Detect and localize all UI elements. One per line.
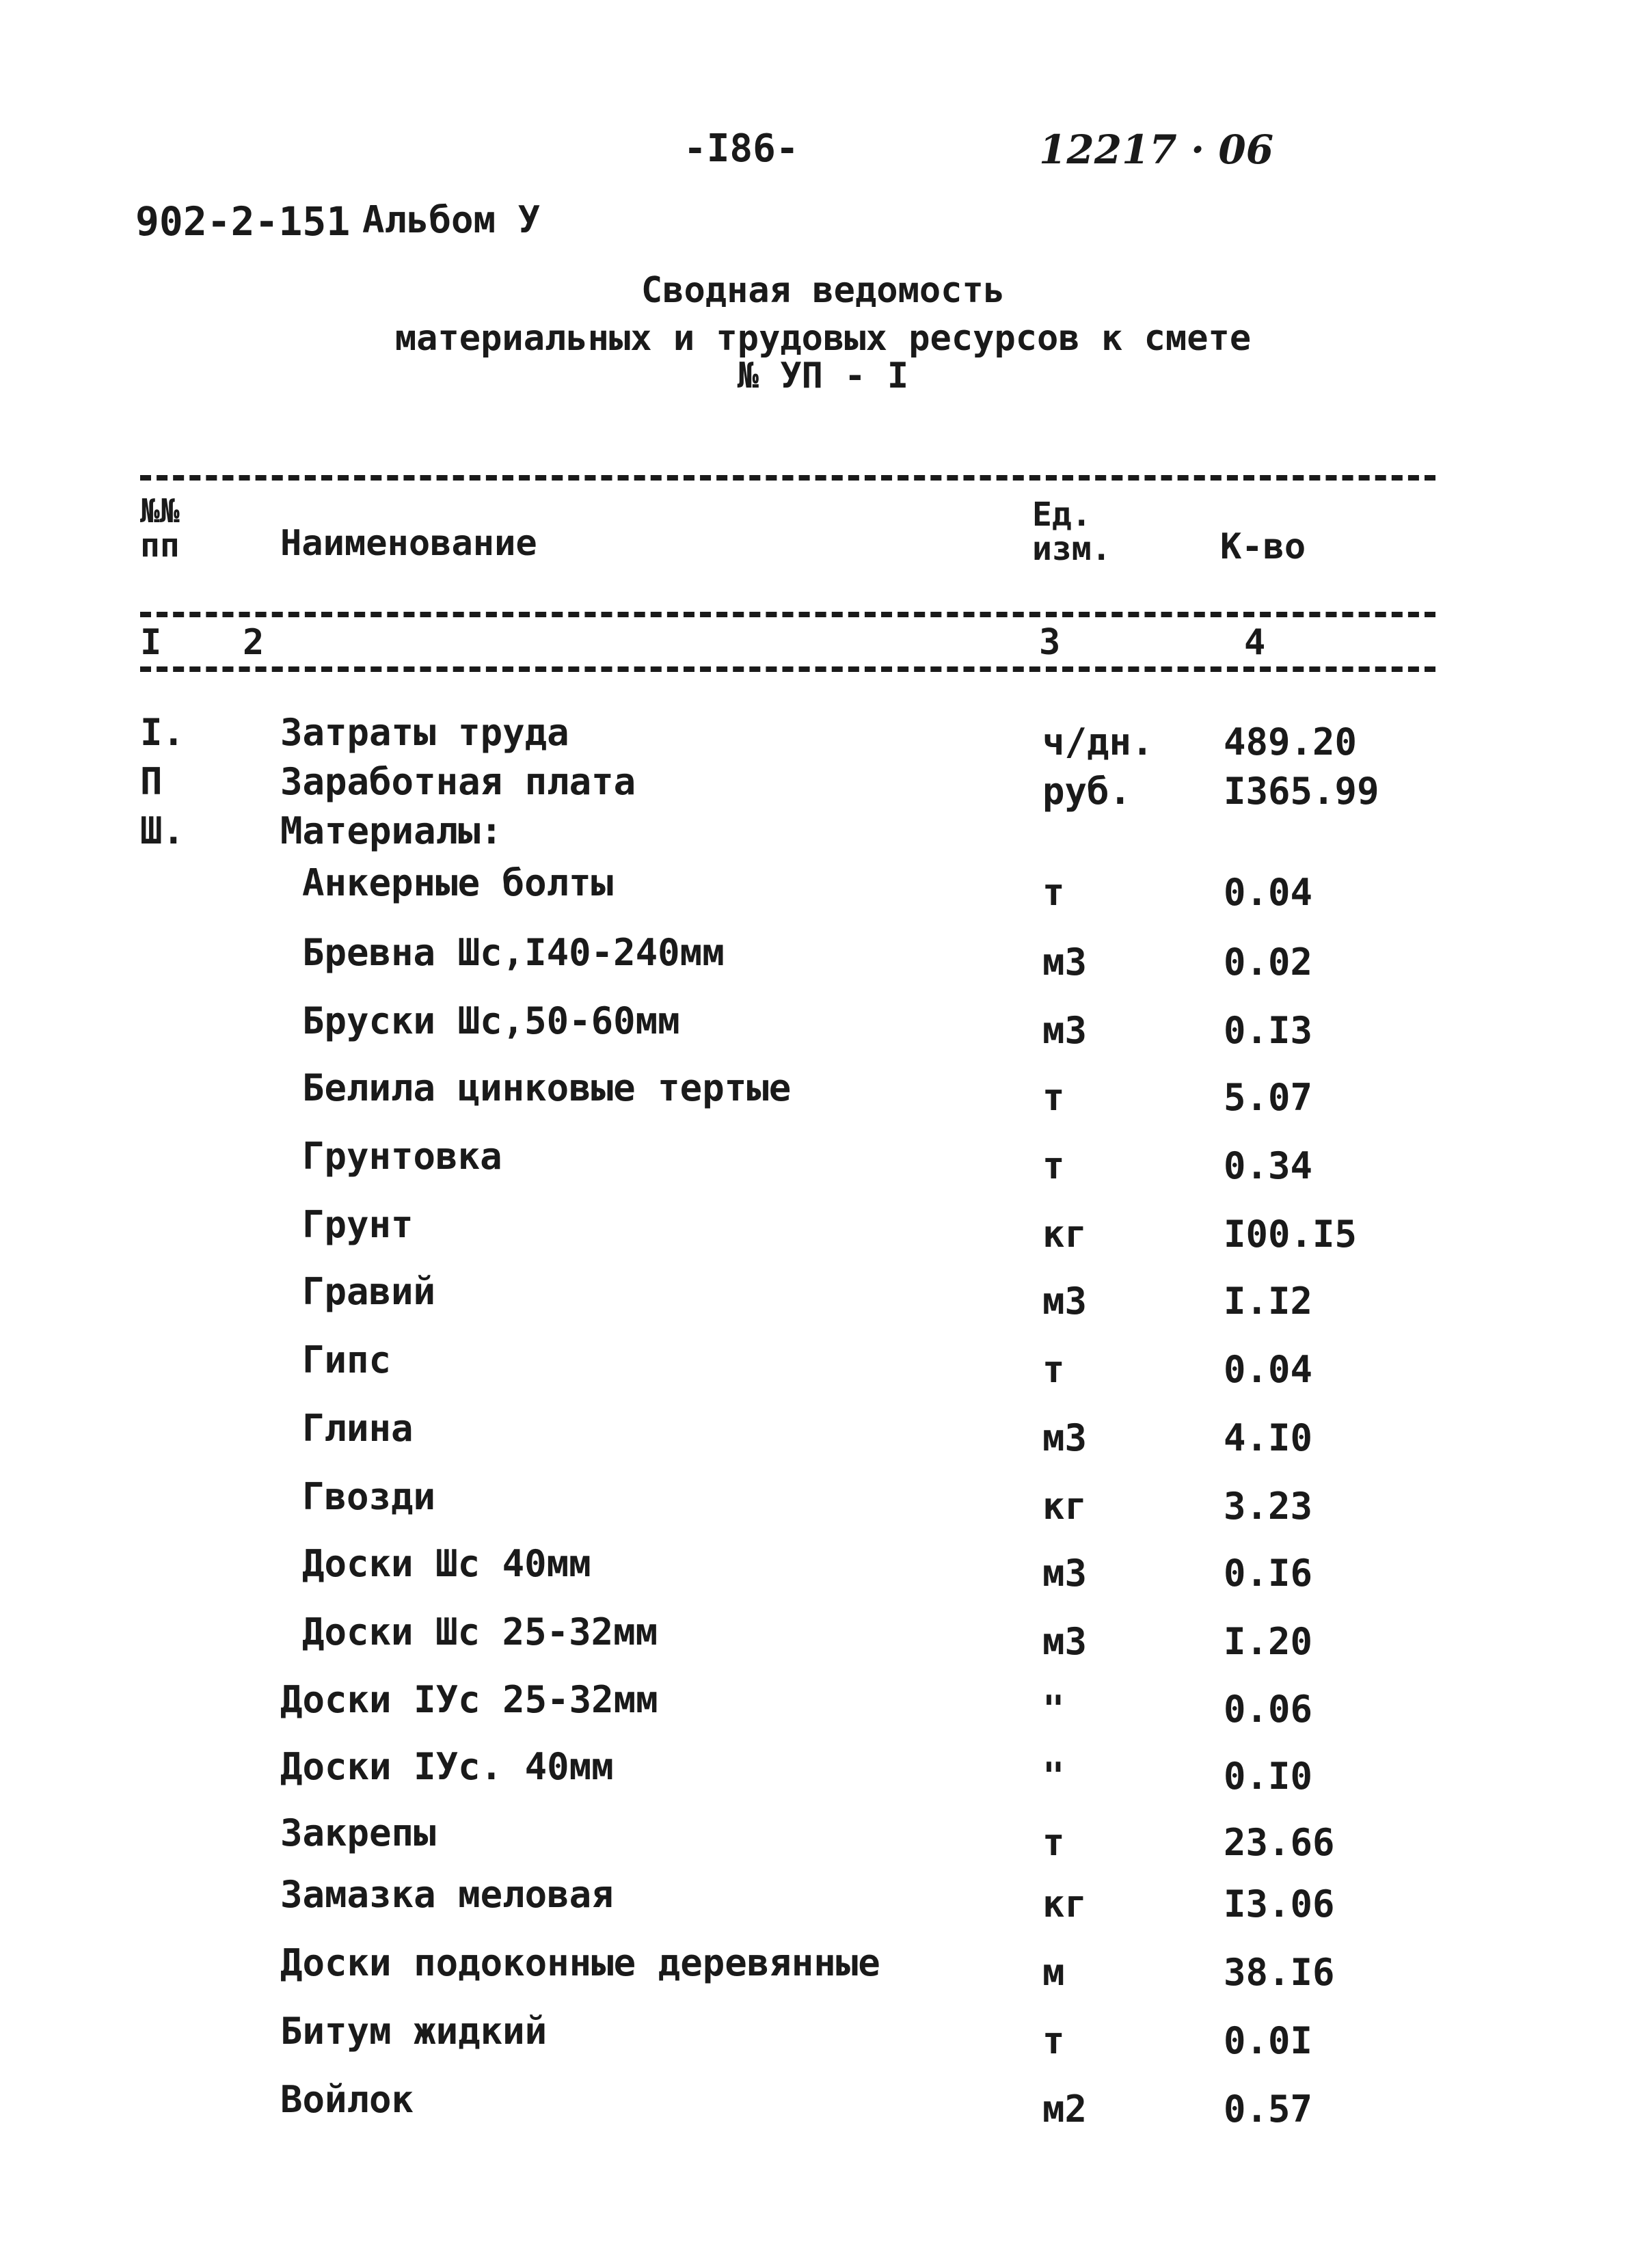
row-unit: т [1042,2019,1065,2062]
row-quantity: 0.34 [1224,1144,1313,1187]
row-quantity: 4.I0 [1224,1416,1313,1459]
row-name: Белила цинковые тертые [302,1066,792,1109]
row-unit: т [1042,871,1065,914]
row-unit: " [1042,1688,1065,1731]
row-quantity: I.20 [1224,1620,1313,1663]
row-name: Бруски Шс,50-60мм [302,999,680,1042]
table-row [0,1678,1646,1733]
header-num-bottom: пп [140,526,180,565]
row-quantity: 0.I6 [1224,1552,1313,1595]
row-unit: м3 [1042,1552,1088,1595]
table-row [0,2078,1646,2133]
row-quantity: 0.57 [1224,2088,1313,2131]
row-quantity: 0.04 [1224,1348,1313,1391]
table-row [0,1475,1646,1530]
row-quantity: I365.99 [1224,770,1379,813]
table-row [0,1407,1646,1461]
col-number-4: 4 [1244,622,1266,663]
row-number: I. [140,711,185,754]
header-name: Наименование [280,523,537,564]
row-unit: кг [1042,1485,1088,1528]
row-unit: м3 [1042,1280,1088,1323]
row-quantity: 5.07 [1224,1076,1313,1119]
row-name: Доски IУс 25-32мм [280,1678,658,1721]
table-row [0,999,1646,1054]
row-quantity: 489.20 [1224,720,1358,764]
row-unit: " [1042,1755,1065,1798]
table-row [0,1270,1646,1325]
doc-code: 902-2-151 [135,198,351,245]
table-row [0,1610,1646,1665]
row-unit: м3 [1042,1620,1088,1663]
row-quantity: 38.I6 [1224,1951,1335,1994]
row-name: Замазка меловая [280,1873,614,1916]
table-row [0,1066,1646,1121]
table-header-rule [140,612,1435,617]
header-qty: К-во [1220,526,1306,567]
table-row [0,1338,1646,1393]
col-number-1: I [140,622,162,663]
row-number: П [140,760,163,803]
doc-title-line1: Сводная ведомость [640,270,1006,311]
table-row [0,1203,1646,1258]
table-row [0,861,1646,916]
row-unit: кг [1042,1213,1088,1256]
row-name: Доски IУс. 40мм [280,1745,614,1788]
row-quantity: 3.23 [1224,1485,1313,1528]
table-row [0,1135,1646,1189]
row-quantity: 0.I0 [1224,1755,1313,1798]
row-name: Закрепы [280,1811,436,1854]
row-name: Доски Шс 25-32мм [302,1610,658,1653]
row-unit: т [1042,1821,1065,1864]
page-number: -I86- [684,126,799,171]
row-name: Гвозди [302,1475,436,1518]
row-quantity: 0.02 [1224,941,1313,984]
row-name: Гипс [302,1338,392,1381]
row-unit: т [1042,1348,1065,1391]
row-unit: ч/дн. [1042,720,1154,764]
row-unit: м [1042,1951,1065,1994]
row-name: Заработная плата [280,760,636,803]
row-name: Материалы: [280,809,503,852]
table-top-rule [140,475,1435,481]
row-quantity: 0.0I [1224,2019,1313,2062]
table-row [0,1542,1646,1597]
table-row [0,711,1646,766]
row-quantity: 0.04 [1224,871,1313,914]
doc-title-line3: № УП - I [737,355,909,396]
row-name: Глина [302,1407,414,1450]
row-name: Доски Шс 40мм [302,1542,591,1585]
table-row [0,1941,1646,1996]
table-row [0,809,1646,864]
row-unit: т [1042,1076,1065,1119]
row-unit: м3 [1042,941,1088,984]
row-name: Затраты труда [280,711,569,754]
row-unit: м3 [1042,1416,1088,1459]
row-quantity: I3.06 [1224,1882,1335,1926]
table-columns-rule [140,666,1435,672]
row-name: Битум жидкий [280,2010,548,2053]
col-number-2: 2 [243,622,265,663]
row-name: Бревна Шс,I40-240мм [302,931,725,974]
doc-title-line2: материальных и трудовых ресурсов к смете [394,318,1252,359]
row-number: Ш. [140,809,185,852]
row-quantity: I.I2 [1224,1280,1313,1323]
row-name: Доски подоконные деревянные [280,1941,880,1984]
table-row [0,760,1646,815]
row-quantity: I00.I5 [1224,1213,1358,1256]
col-number-3: 3 [1039,622,1061,663]
row-quantity: 23.66 [1224,1821,1335,1864]
row-unit: м2 [1042,2088,1088,2131]
header-unit-bottom: изм. [1032,530,1111,568]
row-unit: руб. [1042,770,1132,813]
archive-number: 12217 · 06 [1039,126,1274,173]
table-row [0,931,1646,986]
row-name: Войлок [280,2078,414,2121]
row-unit: т [1042,1144,1065,1187]
header-num-top: №№ [140,492,180,530]
table-row [0,2010,1646,2064]
table-row [0,1745,1646,1800]
row-name: Анкерные болты [302,861,614,904]
row-unit: кг [1042,1882,1088,1926]
row-name: Гравий [302,1270,436,1313]
row-name: Грунт [302,1203,414,1246]
row-name: Грунтовка [302,1135,502,1178]
row-quantity: 0.06 [1224,1688,1313,1731]
album-label: Альбом У [362,198,541,241]
row-unit: м3 [1042,1009,1088,1052]
table-row [0,1873,1646,1928]
row-quantity: 0.I3 [1224,1009,1313,1052]
header-unit-top: Ед. [1032,496,1092,534]
table-row [0,1811,1646,1866]
